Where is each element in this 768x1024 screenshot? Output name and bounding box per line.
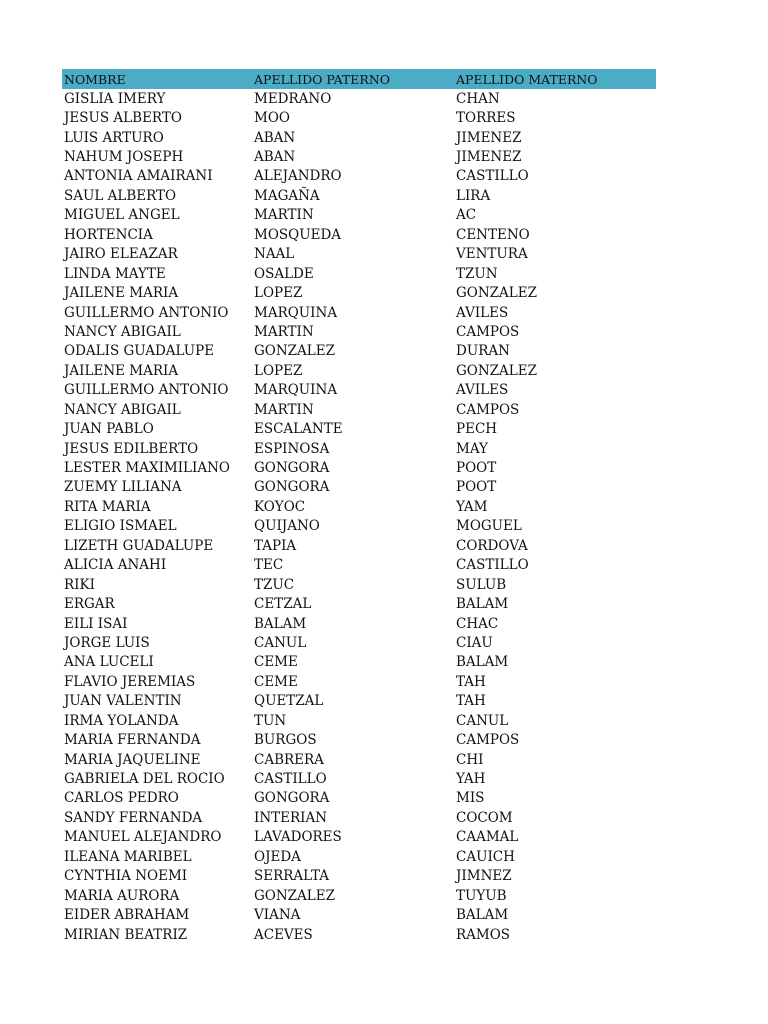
header-apellido-paterno: APELLIDO PATERNO [254, 71, 391, 87]
cell-apellido-materno: CAAMAL [456, 829, 519, 846]
cell-apellido-materno: COCOM [456, 809, 513, 826]
cell-apellido-paterno: GONZALEZ [254, 343, 335, 360]
cell-apellido-paterno: GONGORA [254, 460, 330, 477]
cell-apellido-materno: VENTURA [456, 246, 528, 263]
cell-nombre: MARIA AURORA [64, 887, 180, 904]
cell-apellido-materno: DURAN [456, 343, 510, 360]
table-row [62, 769, 656, 788]
cell-apellido-materno: YAM [456, 498, 488, 515]
cell-nombre: ELIGIO ISMAEL [64, 518, 177, 535]
table-row [62, 128, 656, 147]
table-row [62, 147, 656, 166]
table-row [62, 905, 656, 924]
cell-nombre: GABRIELA DEL ROCIO [64, 771, 225, 788]
cell-apellido-materno: LIRA [456, 187, 491, 204]
cell-nombre: NAHUM JOSEPH [64, 149, 184, 166]
cell-apellido-materno: RAMOS [456, 926, 511, 943]
table-row [62, 575, 656, 594]
cell-apellido-materno: AC [456, 207, 477, 224]
table-row [62, 225, 656, 244]
table-row [62, 245, 656, 264]
cell-apellido-paterno: MARQUINA [254, 304, 338, 321]
table-row [62, 556, 656, 575]
cell-nombre: FLAVIO JEREMIAS [64, 673, 196, 690]
cell-apellido-paterno: CANUL [254, 634, 307, 651]
cell-nombre: SANDY FERNANDA [64, 809, 203, 826]
table-row [62, 439, 656, 458]
cell-apellido-paterno: TUN [254, 712, 287, 729]
cell-nombre: EILI ISAI [64, 615, 128, 632]
cell-nombre: GISLIA IMERY [64, 90, 166, 107]
cell-apellido-paterno: CETZAL [254, 596, 312, 613]
table-row [62, 381, 656, 400]
cell-nombre: LUIS ARTURO [64, 129, 164, 146]
cell-nombre: IRMA YOLANDA [64, 712, 179, 729]
cell-apellido-materno: JIMENEZ [456, 149, 522, 166]
table-row [62, 808, 656, 827]
cell-nombre: MIRIAN BEATRIZ [64, 926, 188, 943]
cell-apellido-materno: CHI [456, 751, 484, 768]
cell-apellido-paterno: MARTIN [254, 207, 314, 224]
cell-nombre: ODALIS GUADALUPE [64, 343, 215, 360]
cell-apellido-materno: BALAM [456, 654, 509, 671]
table-row [62, 886, 656, 905]
cell-nombre: CARLOS PEDRO [64, 790, 179, 807]
cell-apellido-paterno: CABRERA [254, 751, 324, 768]
cell-nombre: SAUL ALBERTO [64, 187, 177, 204]
table-body [62, 89, 656, 944]
header-nombre: NOMBRE [64, 71, 126, 87]
table-row [62, 322, 656, 341]
table-row [62, 89, 656, 108]
cell-apellido-paterno: KOYOC [254, 498, 306, 515]
cell-apellido-materno: TZUN [456, 265, 498, 282]
cell-apellido-materno: CHAN [456, 90, 500, 107]
cell-apellido-paterno: LAVADORES [254, 829, 342, 846]
header-apellido-materno: APELLIDO MATERNO [456, 71, 598, 87]
cell-apellido-paterno: GONGORA [254, 790, 330, 807]
table-row [62, 342, 656, 361]
table-row [62, 828, 656, 847]
cell-apellido-paterno: ALEJANDRO [254, 168, 342, 185]
cell-nombre: LESTER MAXIMILIANO [64, 460, 230, 477]
cell-nombre: HORTENCIA [64, 226, 153, 243]
cell-apellido-paterno: ACEVES [254, 926, 313, 943]
table-row [62, 789, 656, 808]
names-table [62, 69, 656, 944]
cell-apellido-paterno: NAAL [254, 246, 295, 263]
cell-nombre: JUAN VALENTIN [64, 693, 182, 710]
cell-nombre: ANA LUCELI [64, 654, 154, 671]
cell-apellido-paterno: VIANA [254, 907, 301, 924]
table-row [62, 847, 656, 866]
cell-nombre: ZUEMY LILIANA [64, 479, 182, 496]
cell-nombre: MARIA JAQUELINE [64, 751, 201, 768]
cell-apellido-materno: CENTENO [456, 226, 530, 243]
cell-apellido-paterno: MARTIN [254, 323, 314, 340]
cell-apellido-materno: MIS [456, 790, 485, 807]
cell-apellido-materno: GONZALEZ [456, 285, 537, 302]
cell-apellido-paterno: INTERIAN [254, 809, 328, 826]
table-row [62, 283, 656, 302]
cell-apellido-materno: TUYUB [456, 887, 507, 904]
table-row [62, 867, 656, 886]
cell-nombre: ANTONIA AMAIRANI [64, 168, 213, 185]
cell-apellido-materno: CASTILLO [456, 557, 529, 574]
cell-apellido-paterno: TEC [254, 557, 284, 574]
cell-nombre: RIKI [64, 576, 95, 593]
cell-apellido-paterno: MEDRANO [254, 90, 332, 107]
cell-apellido-materno: CASTILLO [456, 168, 529, 185]
table-row [62, 925, 656, 944]
cell-apellido-paterno: MARQUINA [254, 382, 338, 399]
cell-nombre: ILEANA MARIBEL [64, 848, 192, 865]
cell-apellido-materno: PECH [456, 421, 498, 438]
table-row [62, 186, 656, 205]
table-row [62, 633, 656, 652]
cell-apellido-paterno: QUIJANO [254, 518, 320, 535]
cell-apellido-materno: CORDOVA [456, 537, 528, 554]
cell-apellido-paterno: CEME [254, 654, 298, 671]
cell-nombre: LINDA MAYTE [64, 265, 166, 282]
cell-apellido-materno: CAUICH [456, 848, 515, 865]
table-row [62, 594, 656, 613]
cell-apellido-materno: GONZALEZ [456, 362, 537, 379]
table-row [62, 206, 656, 225]
cell-apellido-materno: TORRES [456, 110, 516, 127]
cell-apellido-materno: BALAM [456, 907, 509, 924]
table-row [62, 517, 656, 536]
cell-apellido-paterno: LOPEZ [254, 362, 303, 379]
table-row [62, 750, 656, 769]
cell-apellido-paterno: MOSQUEDA [254, 226, 342, 243]
cell-apellido-paterno: MOO [254, 110, 290, 127]
cell-nombre: ERGAR [64, 596, 115, 613]
cell-nombre: GUILLERMO ANTONIO [64, 382, 229, 399]
cell-apellido-materno: CIAU [456, 634, 493, 651]
cell-apellido-materno: CHAC [456, 615, 499, 632]
cell-apellido-materno: SULUB [456, 576, 507, 593]
table-row [62, 419, 656, 438]
cell-apellido-paterno: GONGORA [254, 479, 330, 496]
cell-apellido-paterno: ESPINOSA [254, 440, 330, 457]
cell-nombre: JAIRO ELEAZAR [64, 246, 178, 263]
cell-apellido-paterno: GONZALEZ [254, 887, 335, 904]
cell-apellido-materno: BALAM [456, 596, 509, 613]
table-header-row [62, 69, 656, 89]
cell-apellido-materno: CAMPOS [456, 732, 520, 749]
cell-nombre: MIGUEL ANGEL [64, 207, 180, 224]
cell-nombre: RITA MARIA [64, 498, 151, 515]
cell-nombre: JUAN PABLO [64, 421, 154, 438]
cell-nombre: JORGE LUIS [64, 634, 150, 651]
table-row [62, 672, 656, 691]
cell-nombre: MARIA FERNANDA [64, 732, 201, 749]
cell-apellido-paterno: OJEDA [254, 848, 301, 865]
cell-apellido-materno: AVILES [456, 304, 509, 321]
cell-apellido-paterno: ABAN [254, 149, 296, 166]
table-row [62, 108, 656, 127]
cell-nombre: JESUS EDILBERTO [64, 440, 199, 457]
table-row [62, 361, 656, 380]
cell-nombre: NANCY ABIGAIL [64, 401, 181, 418]
cell-nombre: GUILLERMO ANTONIO [64, 304, 229, 321]
table-row [62, 478, 656, 497]
table-row [62, 653, 656, 672]
table-row [62, 692, 656, 711]
cell-apellido-paterno: MAGAÑA [254, 187, 320, 204]
cell-nombre: JAILENE MARIA [64, 362, 179, 379]
cell-apellido-materno: CANUL [456, 712, 509, 729]
table-row [62, 536, 656, 555]
table-row [62, 614, 656, 633]
cell-apellido-paterno: ESCALANTE [254, 421, 343, 438]
cell-apellido-paterno: CEME [254, 673, 298, 690]
cell-apellido-materno: CAMPOS [456, 323, 520, 340]
cell-apellido-paterno: CASTILLO [254, 771, 327, 788]
cell-nombre: ALICIA ANAHI [64, 557, 167, 574]
cell-apellido-paterno: LOPEZ [254, 285, 303, 302]
cell-apellido-materno: JIMENEZ [456, 129, 522, 146]
table-row [62, 400, 656, 419]
cell-apellido-materno: JIMNEZ [456, 868, 512, 885]
cell-apellido-paterno: QUETZAL [254, 693, 324, 710]
cell-apellido-materno: MOGUEL [456, 518, 522, 535]
cell-apellido-materno: CAMPOS [456, 401, 520, 418]
cell-apellido-paterno: SERRALTA [254, 868, 330, 885]
cell-nombre: JAILENE MARIA [64, 285, 179, 302]
cell-nombre: LIZETH GUADALUPE [64, 537, 214, 554]
table-row [62, 458, 656, 477]
cell-apellido-materno: POOT [456, 460, 497, 477]
cell-apellido-materno: AVILES [456, 382, 509, 399]
table-row [62, 497, 656, 516]
cell-apellido-paterno: BALAM [254, 615, 307, 632]
cell-apellido-materno: POOT [456, 479, 497, 496]
cell-apellido-paterno: TAPIA [254, 537, 297, 554]
cell-apellido-materno: YAH [456, 771, 486, 788]
table-row [62, 711, 656, 730]
table-row [62, 730, 656, 749]
table-row [62, 167, 656, 186]
cell-apellido-materno: TAH [456, 693, 486, 710]
cell-nombre: JESUS ALBERTO [64, 110, 182, 127]
cell-nombre: CYNTHIA NOEMI [64, 868, 188, 885]
cell-apellido-paterno: BURGOS [254, 732, 317, 749]
table-row [62, 264, 656, 283]
table-row [62, 303, 656, 322]
cell-nombre: NANCY ABIGAIL [64, 323, 181, 340]
cell-apellido-paterno: OSALDE [254, 265, 314, 282]
cell-nombre: EIDER ABRAHAM [64, 907, 190, 924]
cell-apellido-materno: MAY [456, 440, 488, 457]
cell-nombre: MANUEL ALEJANDRO [64, 829, 222, 846]
cell-apellido-materno: TAH [456, 673, 486, 690]
cell-apellido-paterno: TZUC [254, 576, 295, 593]
cell-apellido-paterno: MARTIN [254, 401, 314, 418]
cell-apellido-paterno: ABAN [254, 129, 296, 146]
